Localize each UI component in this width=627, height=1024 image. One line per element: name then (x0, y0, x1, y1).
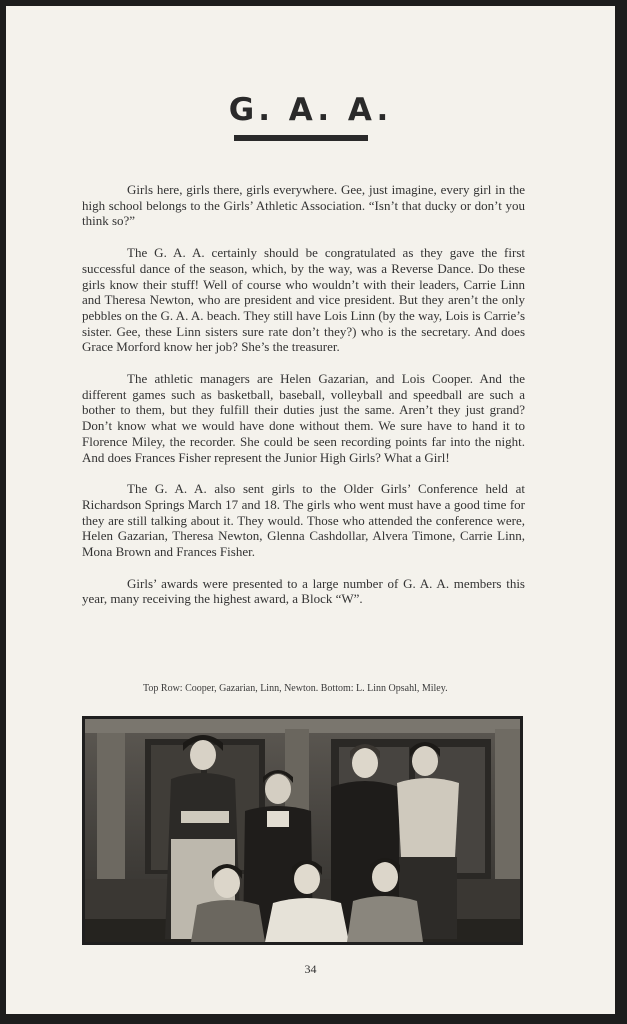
paragraph: Girls here, girls there, girls everywhere. Gee, just imagine, every girl in the high school belongs to the Girls’ Athletic Association. “Isn’t that ducky or don’t you think so?” (82, 182, 525, 229)
group-photo (82, 716, 523, 945)
yearbook-page (6, 6, 615, 1014)
title-underline (234, 135, 368, 141)
paragraph: The G. A. A. certainly should be congratulated as they gave the first successful dance of the season, which, by the way, was a Reverse Dance. Do these girls know their stuff! Well of course who wouldn’t with their leaders, Carrie Linn and Theresa Newton, who are president and vice president. But they aren’t the only pebbles on the G. A. A. beach. They still have Lois Linn (by the way, Lois is Carrie’s sister. Gee, these Linn sisters sure rate don’t they?) who is the secretary. And does Grace Morford know her job? She’s the treasurer. (82, 245, 525, 355)
paragraph: The athletic managers are Helen Gazarian, and Lois Cooper. And the different games such as basketball, baseball, volleyball and speedball are such a bother to them, but they fulfill their duties just the same. Aren’t they just grand? Don’t know what we would have done without them. We sure have to hand it to Florence Miley, the recorder. She could be seen recording points far into the night. And does Frances Fisher represent the Junior High Girls? What a Girl! (82, 371, 525, 465)
photo-caption: Top Row: Cooper, Gazarian, Linn, Newton. Bottom: L. Linn Opsahl, Miley. (143, 683, 448, 694)
page-number: 34 (304, 962, 317, 976)
article-body (82, 182, 525, 623)
page-title: G. A. A. (228, 92, 393, 128)
paragraph: The G. A. A. also sent girls to the Older Girls’ Conference held at Richardson Springs March 17 and 18. The girls who went must have a good time for they are still talking about it. They would. Those who attended the conference were, Helen Gazarian, Theresa Newton, Glenna Cashdollar, Alvera Timone, Carrie Linn, Mona Brown and Frances Fisher. (82, 481, 525, 560)
paragraph: Girls’ awards were presented to a large number of G. A. A. members this year, many receiving the highest award, a Block “W”. (82, 575, 525, 607)
group-photo-image (85, 719, 520, 942)
